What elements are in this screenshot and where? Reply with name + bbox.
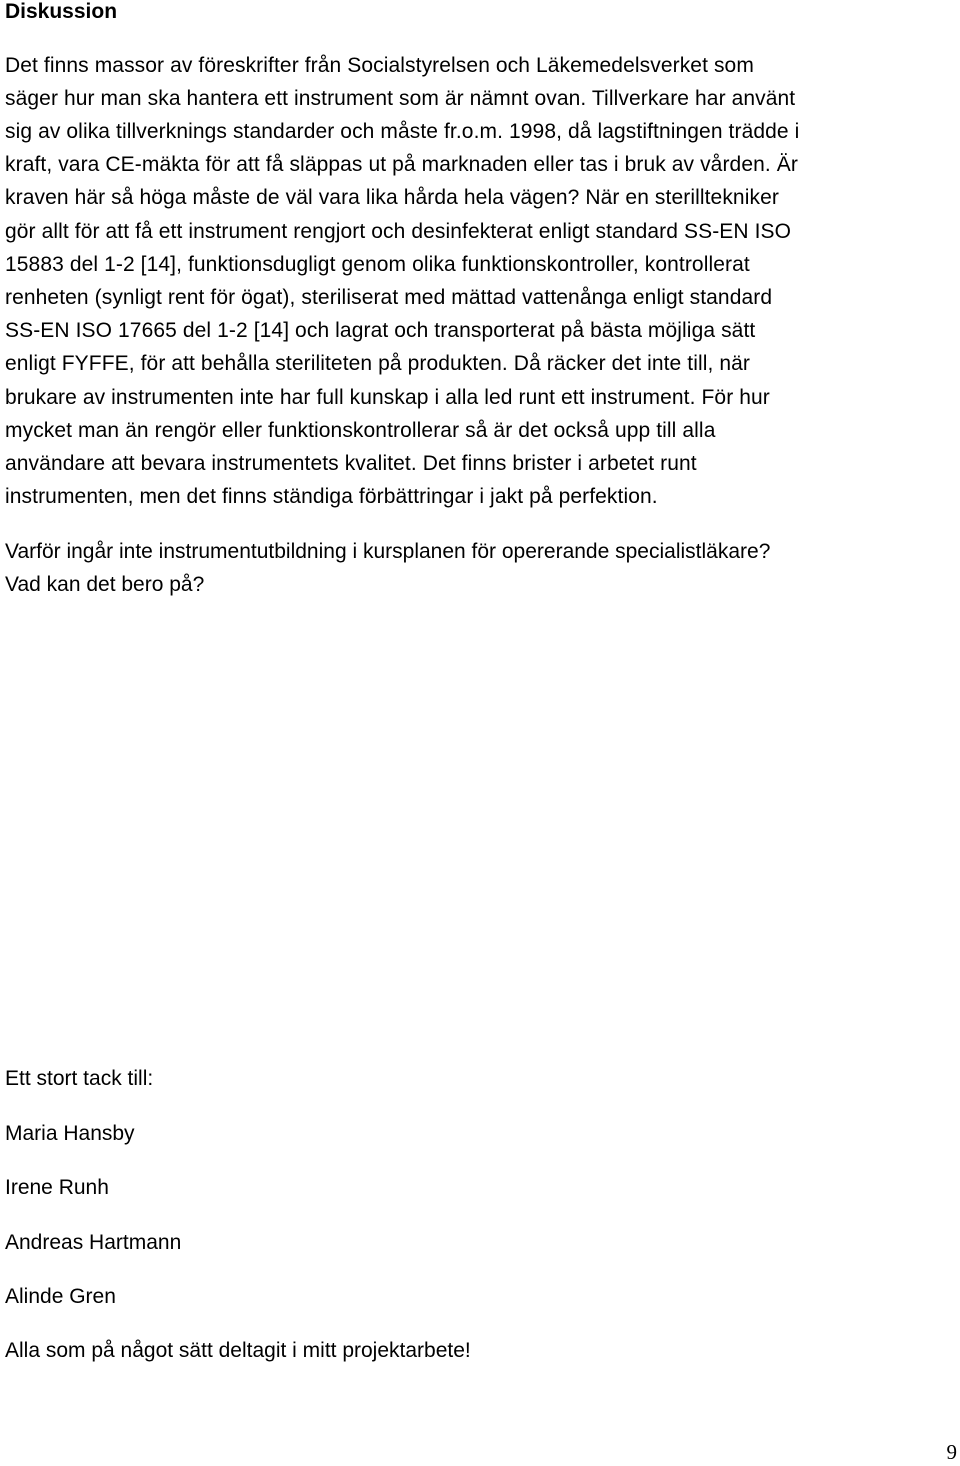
paragraph-line: kraft, vara CE-mäkta för att få släppas ut på marknaden eller tas i bruk av vården. Är: [5, 153, 798, 176]
paragraph-line: renheten (synligt rent för ögat), steriliserat med mättad vattenånga enligt standard: [5, 286, 773, 309]
thanks-name: Alinde Gren: [5, 1285, 116, 1308]
paragraph-line: SS-EN ISO 17665 del 1-2 [14] och lagrat och transporterat på bästa möjliga sätt: [5, 319, 756, 342]
paragraph-line: användare att bevara instrumentets kvalitet. Det finns brister i arbetet runt: [5, 452, 697, 475]
question-line: Vad kan det bero på?: [5, 573, 205, 596]
question-line: Varför ingår inte instrumentutbildning i kursplanen för opererande specialistläkare?: [5, 540, 771, 563]
paragraph-line: brukare av instrumenten inte har full kunskap i alla led runt ett instrument. För hur: [5, 386, 770, 409]
paragraph-line: kraven här så höga måste de väl vara lika hårda hela vägen? När en sterilltekniker: [5, 186, 779, 209]
paragraph-line: gör allt för att få ett instrument rengjort och desinfekterat enligt standard SS-EN ISO: [5, 220, 792, 243]
paragraph-line: mycket man än rengör eller funktionskontrollerar så är det också upp till alla: [5, 419, 716, 442]
thanks-name: Maria Hansby: [5, 1122, 135, 1145]
page-number: 9: [946, 1440, 957, 1464]
paragraph-line: sig av olika tillverknings standarder och måste fr.o.m. 1998, då lagstiftningen trädde i: [5, 120, 800, 143]
paragraph-line: instrumenten, men det finns ständiga förbättringar i jakt på perfektion.: [5, 485, 658, 508]
thanks-name: Irene Runh: [5, 1176, 109, 1199]
paragraph-line: Det finns massor av föreskrifter från Socialstyrelsen och Läkemedelsverket som: [5, 54, 754, 77]
paragraph-line: säger hur man ska hantera ett instrument som är nämnt ovan. Tillverkare har använt: [5, 87, 796, 110]
paragraph-line: 15883 del 1-2 [14], funktionsdugligt genom olika funktionskontroller, kontrollerat: [5, 253, 750, 276]
paragraph-line: enligt FYFFE, för att behålla steriliteten på produkten. Då räcker det inte till, när: [5, 352, 751, 375]
thanks-intro: Ett stort tack till:: [5, 1067, 154, 1090]
thanks-closing: Alla som på något sätt deltagit i mitt projektarbete!: [5, 1339, 471, 1362]
section-heading: Diskussion: [5, 0, 118, 23]
thanks-name: Andreas Hartmann: [5, 1231, 182, 1254]
